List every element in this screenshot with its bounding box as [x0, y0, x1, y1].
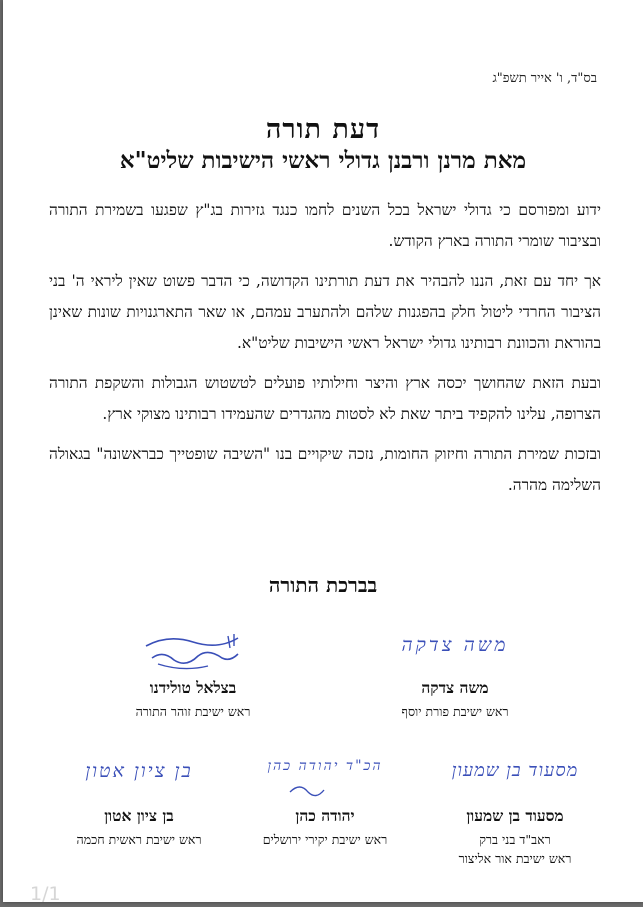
signatory-name: יהודה כהן	[295, 806, 355, 825]
signature-scribble-tolidano	[93, 628, 293, 676]
signatory-role-line: ראש ישיבת אור אליצור	[458, 851, 572, 866]
signatory-name: מסעוד בן שמעון	[466, 806, 564, 825]
page-indicator: 1/1	[30, 883, 61, 905]
document-page	[3, 0, 643, 902]
document-title: דעת תורה	[265, 114, 381, 145]
signatory-role: ראש ישיבת זוהר התורה	[135, 704, 251, 719]
document-body	[49, 195, 601, 510]
signatory-name: בצלאל טולידנו	[149, 678, 237, 697]
signature-handwriting-cohen: הכ"ד יהודה כהן	[225, 756, 425, 804]
signatory-name: משה צדקה	[421, 678, 489, 697]
signatory-role: ראש ישיבת ראשית חכמה	[76, 832, 202, 847]
header-date: בס"ד, ו' אייר תשפ"ג	[492, 71, 597, 86]
signatory-role: ראש ישיבת פורת יוסף	[401, 704, 509, 719]
signature-block-shimon	[415, 756, 615, 868]
signature-block-tolidano	[93, 628, 293, 721]
signature-handwriting-shimon: מסעוד בן שמעון	[451, 760, 579, 781]
paragraph: ובזכות שמירת התורה וחיזוק החומות, נזכה שיקויים בנו "השיבה שופטייך כבראשונה" בגאולה השלימה מהרה.	[49, 445, 601, 494]
paragraph: אך יחד עם זאת, הננו להבהיר את דעת תורתינו הקדושה, כי הדבר פשוט שאין ליראי ה' בני הציבור החרדי ליטול חלק בהפגנות שלהם ולהתערב עמהם, או שאר התארגנויות שונות שאינן בהוראת והכוונת רבותינו גדולי ישראל ראשי הישיבות שליט"א.	[49, 272, 601, 352]
signatory-role	[415, 830, 615, 868]
paragraph: ובעת הזאת שהחושך יכסה ארץ והיצר וחילותיו פועלים לטשטוש הגבולות והשקפת התורה הצרופה, עלינו להקפיד ביתר שאת לא לסטות מהגדרים שהעמידו רבותינו מצוקי ארץ.	[49, 374, 601, 423]
signature-handwriting-aton: בן ציון אטון	[85, 760, 193, 782]
blessing-line: בברכת התורה	[268, 573, 378, 597]
signature-block-cohen	[225, 756, 425, 849]
paragraph: ידוע ומפורסם כי גדולי ישראל בכל השנים לחמו כנגד גזירות בג"ץ שפגעו בשמירת התורה ובציבור שומרי התורה בארץ הקודש.	[49, 201, 601, 250]
document-subtitle: מאת מרנן ורבנן גדולי ראשי הישיבות שליט"א	[119, 147, 527, 174]
signature-block-aton	[39, 756, 239, 849]
signature-block-tzadka	[355, 628, 555, 721]
signatory-name: בן ציון אטון	[104, 806, 174, 825]
signatory-role: ראש ישיבת יקירי ירושלים	[262, 832, 388, 847]
signature-handwriting-tzadka: משה צדקה	[401, 634, 509, 656]
signatory-role-line: ראב"ד בני ברק	[479, 832, 551, 847]
